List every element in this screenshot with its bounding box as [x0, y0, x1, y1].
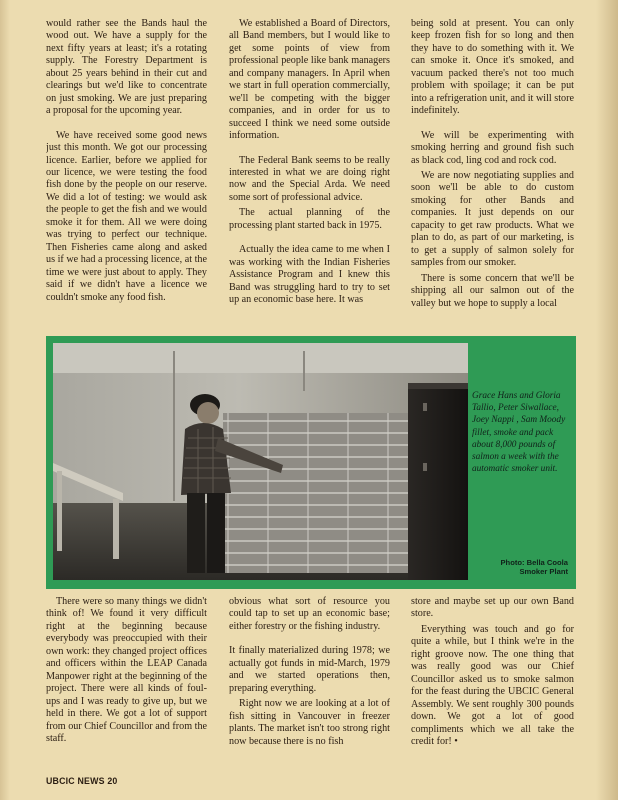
- article-column-bottom-2: [229, 596, 390, 756]
- article-column-top-2: [229, 18, 390, 334]
- paragraph: would rather see the Bands haul the wood out. We have a supply for the next fifty years at least; it's a rotating supply. The Forestry Department is about 25 years behind in their cut and clearings but we'd like to concentrate on just smoking. We are just preparing a proposal for the upcoming year.: [46, 18, 207, 117]
- paragraph: Right now we are looking at a lot of fish sitting in Vancouver in freezer plants. The market isn't too strong right now because there is no fish: [229, 698, 390, 747]
- paragraph: We will be experimenting with smoking herring and ground fish such as black cod, ling cod and rock cod.: [411, 129, 574, 166]
- smoker-plant-photo: [53, 343, 468, 580]
- page-footer: UBCIC NEWS 20: [46, 776, 118, 786]
- paragraph: There is some concern that we'll be shipping all our salmon out of the valley but we hope to supply a local: [411, 272, 574, 309]
- paragraph: We are now negotiating supplies and soon we'll be able to do custom smoking for other Bands and companies. It just depends on our capacity to get raw products. What we plan to do, as part of our marketing, is to get a supply of salmon solely for samples from our smoker.: [411, 169, 574, 269]
- paragraph: Actually the idea came to me when I was working with the Indian Fisheries Assistance Program and I knew this Band was struggling hard to try to set up an economic base here. It was: [229, 244, 390, 306]
- paragraph: We have received some good news just this month. We got our processing licence. Earlier, before we applied for our licence, we were testing the food fish done by the people on our reserve. We did a lot of testing: we would ask the people to get the fish and we would smoke it for them. All we were doing was trying to perfect our technique. Then Fisheries came along and asked us if we had a processing licence, at the time we were just about to apply. They said if we didn't have a licence we couldn't smoke any food fish.: [46, 129, 207, 303]
- article-column-bottom-3: [411, 596, 574, 756]
- paragraph: being sold at present. You can only keep frozen fish for so long and then they have to do something with it. We can smoke it. Once it's smoked, and vacuum packed there's not too much problem with spoilage; it can be put into a refrigeration unit, and it will store indefinitely.: [411, 18, 574, 117]
- smoker-plant-photo-image: [53, 343, 468, 580]
- paragraph: The actual planning of the processing plant started back in 1975.: [229, 207, 390, 231]
- photo-credit: [500, 558, 568, 576]
- paragraph: Everything was touch and go for quite a while, but I think we're in the right groove now. The one thing that was really good was our Chief Councillor asked us to smoke salmon for the feast during the UBCIC General Assembly. We sent roughly 300 pounds down. We got a lot of good compliments which we all take the credit for! •: [411, 623, 574, 747]
- paragraph: obvious what sort of resource you could tap to set up an economic base; either forestry or the fishing industry.: [229, 596, 390, 632]
- photo-frame: [46, 336, 576, 589]
- paragraph: store and maybe set up our own Band store.: [411, 596, 574, 620]
- paragraph: We established a Board of Directors, all Band members, but I would like to get some points of view from professional people like bank managers and company managers. In April when we start in full operation commercially, we'll be competing with the bigger companies, and in order for us to succeed I think we need some outside information.: [229, 18, 390, 142]
- page-edge-shadow-right: [596, 0, 618, 800]
- article-column-top-1: [46, 18, 207, 334]
- article-column-bottom-1: [46, 596, 207, 756]
- paragraph: There were so many things we didn't think of! We found it very difficult right at the beginning because everybody was preoccupied with their own work: they changed project offices and officers within the LEAP Canada Manpower right at the beginning of the project. There were all kinds of foul-ups and I was ready to give up, but we held in there. We got a lot of support from our Chief Councillor and from the staff.: [46, 596, 207, 744]
- photo-credit-line: Smoker Plant: [519, 567, 568, 576]
- paragraph: The Federal Bank seems to be really interested in what we are doing right now and the Special Arda. We need some sort of professional advice.: [229, 154, 390, 203]
- page-edge-shadow-left: [0, 0, 10, 800]
- photo-credit-line: Photo: Bella Coola: [500, 558, 568, 567]
- article-column-top-3: [411, 18, 574, 334]
- paragraph: It finally materialized during 1978; we actually got funds in mid-March, 1979 and we started operations then, preparing everything.: [229, 645, 390, 694]
- photo-caption: Grace Hans and Gloria Tallio, Peter Siwallace, Joey Nappi , Sam Moody fillet, smoke and pack about 8,000 pounds of salmon a week with the automatic smoker unit.: [472, 391, 566, 475]
